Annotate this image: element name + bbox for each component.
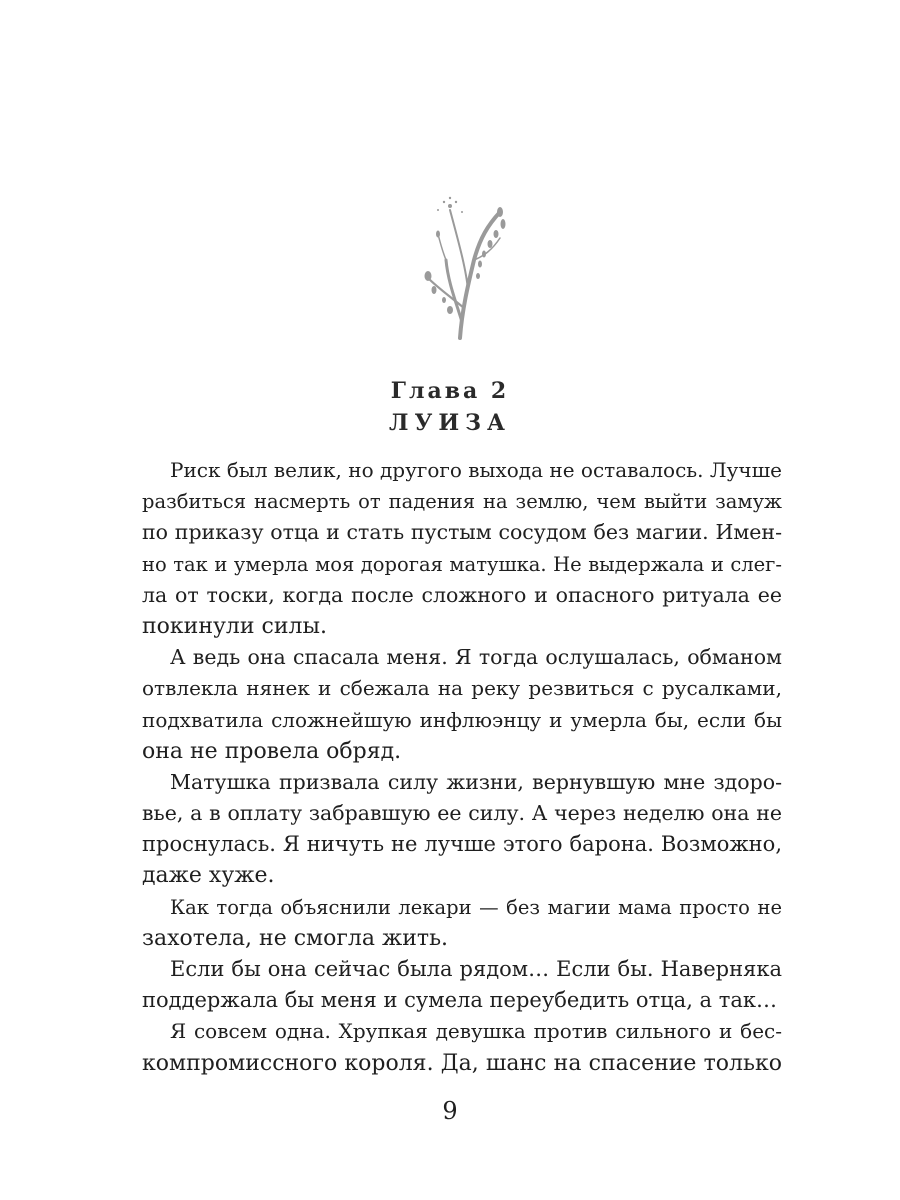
body-text bbox=[142, 455, 782, 1079]
text-line: вье, а в оплату забравшую ее силу. А через неделю она не bbox=[142, 801, 782, 826]
botanical-sprig-icon bbox=[408, 190, 518, 340]
text-line: А ведь она спасала меня. Я тогда ослушалась, обманом bbox=[170, 645, 782, 670]
text-line: она не провела обряд. bbox=[142, 738, 402, 764]
text-line: захотела, не смогла жить. bbox=[142, 925, 449, 951]
text-line: отвлекла нянек и сбежала на реку резвиться с русалками, bbox=[142, 676, 782, 701]
text-line: компромиссного короля. Да, шанс на спасение только bbox=[142, 1050, 782, 1076]
text-line: поддержала бы меня и сумела переубедить отца, а так… bbox=[142, 988, 778, 1013]
chapter-title: ЛУИЗА bbox=[389, 410, 511, 436]
page-number: 9 bbox=[442, 1097, 458, 1125]
text-line: разбиться насмерть от падения на землю, чем выйти замуж bbox=[142, 490, 782, 514]
chapter-number: Глава 2 bbox=[390, 378, 510, 404]
text-line: ла от тоски, когда после сложного и опасного ритуала ее bbox=[142, 582, 782, 607]
text-line: Я совсем одна. Хрупкая девушка против сильного и бес- bbox=[170, 1019, 782, 1044]
text-line: Риск был велик, но другого выхода не оставалось. Лучше bbox=[170, 458, 782, 482]
text-line: проснулась. Я ничуть не лучше этого барона. Возможно, bbox=[142, 832, 782, 857]
text-line: по приказу отца и стать пустым сосудом без магии. Имен- bbox=[142, 520, 782, 545]
text-line: даже хуже. bbox=[142, 863, 275, 889]
text-line: подхватила сложнейшую инфлюэнцу и умерла бы, если бы bbox=[142, 707, 782, 732]
text-line: Как тогда объяснили лекари — без магии мама просто не bbox=[170, 895, 782, 919]
text-line: Если бы она сейчас была рядом… Если бы. Наверняка bbox=[170, 957, 782, 981]
text-line: но так и умерла моя дорогая матушка. Не выдержала и слег- bbox=[142, 552, 782, 576]
text-line: покинули силы. bbox=[142, 613, 328, 639]
text-line: Матушка призвала силу жизни, вернувшую мне здоро- bbox=[170, 769, 782, 794]
